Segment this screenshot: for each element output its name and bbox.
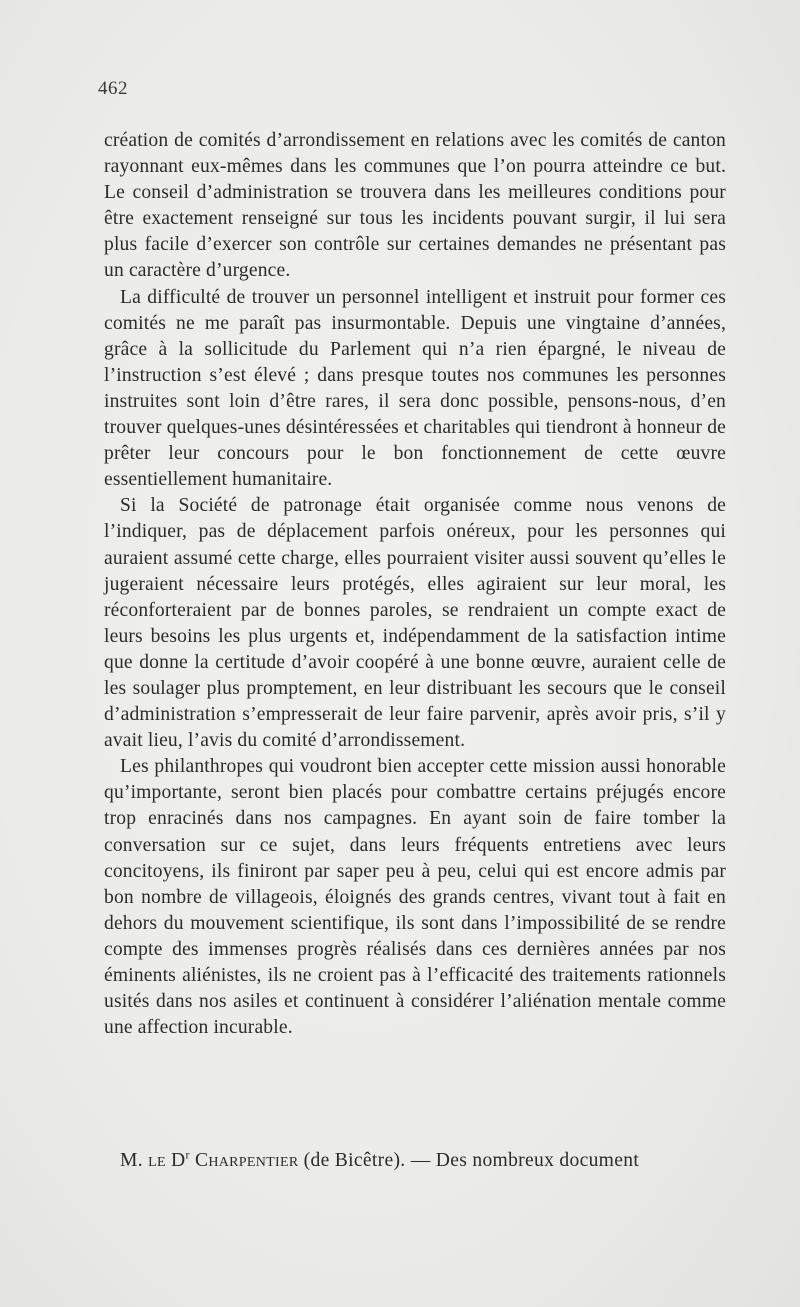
speaker-text: — Des nombreux document — [410, 1150, 640, 1171]
speaker-title-superscript: r — [185, 1147, 190, 1162]
paragraph-4: Les philanthropes qui voudront bien accepter cette mission aussi honorable qu’importante, seront bien placés pour combattre certains préjugés encore trop enracinés dans nos campagnes. En ayant soin de faire tomber la conversation sur ce sujet, dans leurs fréquents entretiens avec leurs concitoyens, ils finiront par saper peu à peu, celui qui est encore admis par bon nombre de villageois, éloignés des grands centres, vivant tout à fait en dehors du mouvement scientifique, ils sont dans l’impossibilité de se rendre compte des immenses progrès réalisés dans ces dernières années par nos éminents aliénistes, ils ne croient pas à l’efficacité des traitements rationnels usités dans nos asiles et continuent à considérer l’aliénation mentale comme une affection incurable. — [104, 756, 726, 1039]
paragraph-2: La difficulté de trouver un personnel intelligent et instruit pour former ces comités ne me paraît pas insurmontable. Depuis une vingtaine d’années, grâce à la sollicitude du Parlement qui n’a rien épargné, le niveau de l’instruction s’est élevé ; dans presque toutes nos communes les personnes instruites sont loin d’être rares, il sera donc possible, pensons-nous, d’en trouver quelques-unes désintéressées et charitables qui tiendront à honneur de prêter leur concours pour le bon fonctionnement de cette œuvre essentiellement humanitaire. — [104, 286, 726, 491]
page-number: 462 — [98, 78, 128, 99]
speaker-name: Charpentier — [194, 1150, 299, 1171]
paragraph-1: création de comités d’arrondissement en relations avec les comités de canton rayonnant eux-mêmes dans les communes que l’on pourra atteindre ce but. Le conseil d’administration se trouvera dans les meilleures conditions pour être exactement renseigné sur tous les incidents pouvant surgir, il lui sera plus facile d’exercer son contrôle sur certaines demandes ne présentant pas un caractère d’urgence. — [104, 130, 726, 282]
body-text — [104, 128, 726, 1041]
speaker-intro-line — [104, 1148, 726, 1174]
speaker-affiliation: (de Bicêtre). — [303, 1150, 406, 1171]
speaker-title: M. le D — [120, 1150, 186, 1171]
paragraph-3: Si la Société de patronage était organisée comme nous venons de l’indiquer, pas de déplacement parfois onéreux, pour les personnes qui auraient assumé cette charge, elles pourraient visiter aussi souvent qu’elles le jugeraient nécessaire leurs protégés, elles agiraient sur leur moral, les réconforteraient par de bonnes paroles, se rendraient un compte exact de leurs besoins les plus urgents et, indépendamment de la satisfaction intime que donne la certitude d’avoir coopéré à une bonne œuvre, auraient celle de les soulager plus promptement, en leur distribuant les secours que le conseil d’administration s’empresserait de leur faire parvenir, après avoir pris, s’il y avait lieu, l’avis du comité d’arrondissement. — [104, 495, 726, 752]
